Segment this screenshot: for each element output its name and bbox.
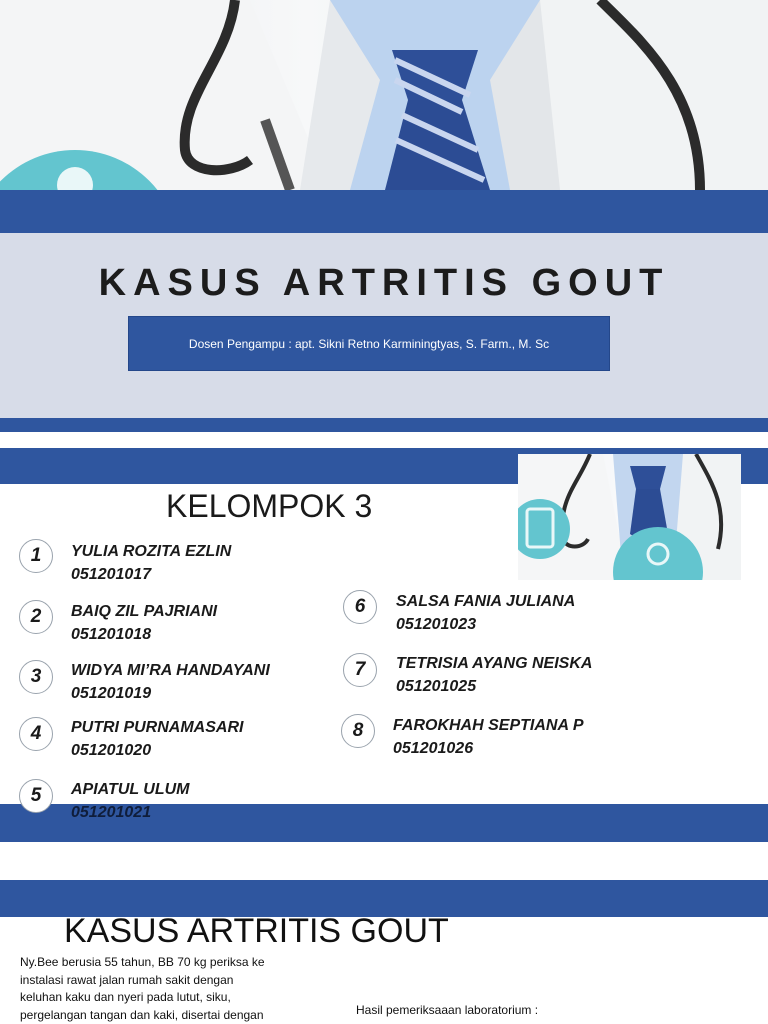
- case-line: pergelangan tangan dan kaki, disertai dengan: [20, 1007, 264, 1022]
- doctor-illustration: [0, 0, 768, 190]
- case-line: keluhan kaku dan nyeri pada lutut, siku,: [20, 990, 231, 1004]
- lab-results-label: Hasil pemeriksaaan laboratorium :: [356, 1003, 539, 1017]
- member-id: 051201025: [396, 678, 477, 695]
- doctor-thumbnail-illustration: [518, 454, 741, 580]
- member-id: 051201021: [71, 804, 152, 821]
- member-id: 051201018: [71, 626, 152, 643]
- member-number-badge: 7: [343, 653, 377, 687]
- member-name: FAROKHAH SEPTIANA P: [393, 717, 584, 734]
- member-name: PUTRI PURNAMASARI: [71, 719, 244, 736]
- member-name: SALSA FANIA JULIANA: [396, 593, 576, 610]
- lecturer-text: Dosen Pengampu : apt. Sikni Retno Karminingtyas, S. Farm., M. Sc: [188, 336, 550, 351]
- member-name: BAIQ ZIL PAJRIANI: [71, 603, 218, 620]
- case-description: [20, 954, 300, 1024]
- case-line: instalasi rawat jalan rumah sakit dengan: [20, 972, 234, 987]
- member-name: WIDYA MI’RA HANDAYANI: [71, 662, 270, 679]
- member-number-badge: 5: [19, 779, 53, 813]
- member-number-badge: 2: [19, 600, 53, 634]
- case-line: Ny.Bee berusia 55 tahun, BB 70 kg periksa ke: [20, 955, 265, 969]
- member-number-badge: 8: [341, 714, 375, 748]
- member-name: TETRISIA AYANG NEISKA: [396, 655, 593, 672]
- doctor-photo: [0, 0, 768, 190]
- member-number-badge: 3: [19, 660, 53, 694]
- members-slide: [0, 448, 768, 842]
- member-id: 051201023: [396, 616, 477, 633]
- header-band: [0, 190, 768, 233]
- lecturer-box: [128, 316, 610, 371]
- title-slide: [0, 0, 768, 432]
- case-slide: [0, 880, 768, 1024]
- presentation-title: KASUS ARTRITIS GOUT: [98, 262, 670, 304]
- member-name: APIATUL ULUM: [71, 781, 190, 798]
- member-id: 051201020: [71, 742, 152, 759]
- member-number-badge: 4: [19, 717, 53, 751]
- group-heading: KELOMPOK 3: [166, 488, 373, 524]
- doctor-thumbnail: [518, 454, 741, 580]
- member-id: 051201026: [393, 740, 474, 757]
- member-number-badge: 6: [343, 590, 377, 624]
- member-name: YULIA ROZITA EZLIN: [71, 543, 232, 560]
- case-title: KASUS ARTRITIS GOUT: [64, 912, 449, 950]
- footer-band: [0, 418, 768, 432]
- member-number-badge: 1: [19, 539, 53, 573]
- member-id: 051201019: [71, 685, 152, 702]
- member-id: 051201017: [71, 566, 152, 583]
